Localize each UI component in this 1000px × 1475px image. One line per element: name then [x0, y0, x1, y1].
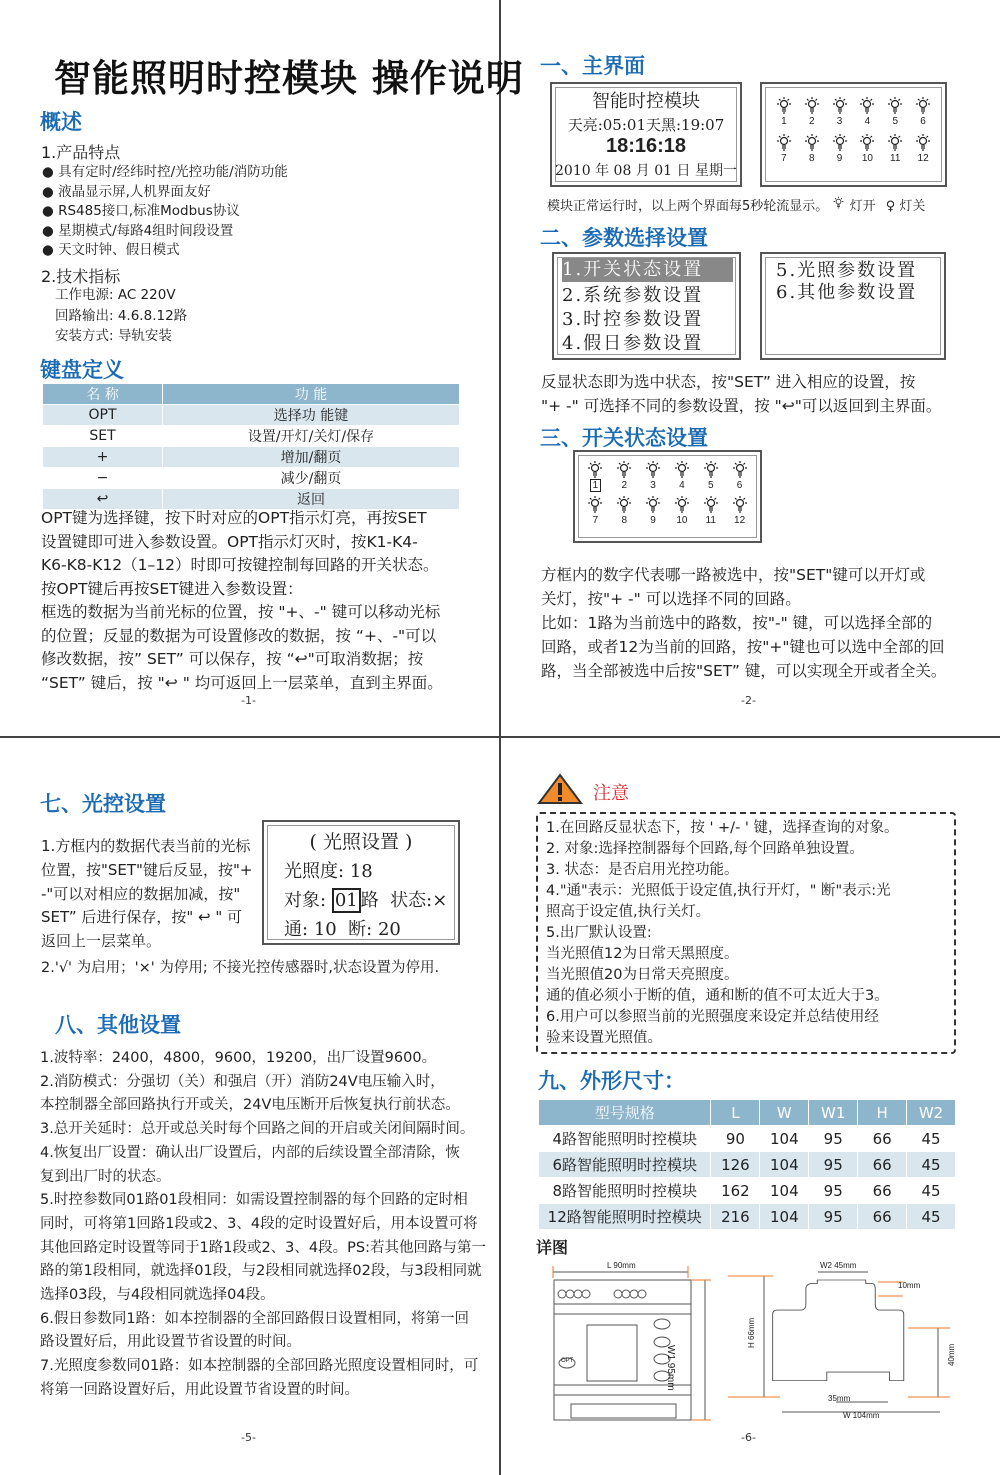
dim-table-cell: 104 — [760, 1126, 809, 1152]
dim-table-cell: 95 — [809, 1204, 858, 1230]
key-table-row — [43, 405, 460, 426]
channel-indicator — [909, 133, 937, 164]
menu-item: 4.假日参数设置 — [562, 333, 704, 354]
dim-table-cell: 126 — [711, 1152, 760, 1178]
channel-number: 8 — [808, 153, 815, 164]
bulb-on-icon — [826, 96, 854, 116]
channel-indicator — [610, 495, 639, 526]
dim-table-cell: 66 — [858, 1204, 907, 1230]
bulb-on-icon — [826, 133, 854, 153]
key-table-cell: 选择功 能键 — [163, 405, 460, 426]
spec-item: 回路输出: 4.6.8.12路 — [55, 307, 188, 324]
dimensions-table — [538, 1099, 956, 1230]
key-table-header: 功 能 — [163, 384, 460, 405]
feature-item — [42, 241, 288, 261]
channel-indicator — [798, 133, 826, 164]
main-screen-display — [550, 82, 742, 187]
menu-item: 1.开关状态设置 — [562, 258, 733, 282]
paragraph-line: 路，当全部被选中后按"SET” 键，可以实现全开或者全关。 — [541, 662, 947, 680]
bulb-off-icon: ♀ — [885, 199, 896, 214]
paragraph-line: 其他回路定时设置等同于1路1段或2、3、4段。PS:若其他回路与第一 — [40, 1239, 486, 1256]
paragraph-line: 方框内的数字代表哪一路被选中，按"SET"键可以开灯或 — [541, 566, 926, 584]
note-line: 1.在回路反显状态下，按 ' +/- ' 键，选择查询的对象。 — [546, 820, 899, 836]
key-table-cell: ↩ — [43, 489, 163, 510]
key-table-row — [43, 468, 460, 489]
features-heading: 1.产品特点 — [41, 143, 121, 162]
note-line: 5.出厂默认设置: — [546, 925, 652, 941]
legend-on-label: 灯开 — [849, 199, 876, 214]
paragraph-line: 返回上一层菜单。 — [41, 932, 162, 951]
switch-status-display — [573, 450, 762, 543]
paragraph-line: 设置键即可进入参数设置。OPT指示灯灭时，按K1-K4- — [41, 532, 418, 551]
off-threshold-value: 20 — [377, 919, 401, 940]
front-length-label: L 90mm — [607, 1261, 636, 1270]
dim-table-cell: 162 — [711, 1178, 760, 1204]
channel-number: 12 — [734, 515, 746, 526]
paragraph-line: 反显状态即为选中状态，按"SET” 进入相应的设置，按 — [541, 373, 916, 391]
specs-heading: 2.技术指标 — [41, 267, 121, 286]
channel-number: 9 — [836, 153, 843, 164]
channel-indicator — [696, 460, 725, 491]
menu-screen-left — [552, 252, 741, 360]
channel-number: 10 — [676, 515, 688, 526]
dim-table-cell: 45 — [907, 1126, 956, 1152]
key-table-cell: 返回 — [163, 489, 460, 510]
dim-table-cell: 4路智能照明时控模块 — [539, 1126, 711, 1152]
dim-table-cell: 95 — [809, 1152, 858, 1178]
channel-number: 3 — [836, 116, 843, 127]
feature-item — [42, 183, 288, 203]
dim-table-row — [539, 1178, 956, 1204]
bulb-on-icon — [668, 460, 697, 480]
bulb-on-icon — [725, 495, 754, 515]
bulb-on-icon — [881, 133, 909, 153]
feature-item — [42, 202, 288, 222]
dim-table-row — [539, 1126, 956, 1152]
bulb-on-icon — [639, 495, 668, 515]
paragraph-line: 同时，可将第1回路1段或2、3、4段的定时设置好后，用本设置可将 — [40, 1215, 478, 1232]
dim-table-row — [539, 1204, 956, 1230]
bulb-on-icon — [668, 495, 697, 515]
object-value-cursor: 01 — [332, 888, 361, 913]
paragraph-line: 3.总开关延时：总开或总关时每个回路之间的开启或关闭间隔时间。 — [40, 1121, 475, 1138]
channel-indicator — [770, 133, 798, 164]
dim-table-cell: 216 — [711, 1204, 760, 1230]
note-line: 当光照值20为日常天亮照度。 — [546, 967, 739, 983]
caption-text: 模块正常运行时，以上两个界面每5秒轮流显示。 — [547, 199, 829, 214]
bulb-on-icon — [581, 460, 610, 480]
paragraph-line: 的位置；反显的数据为可设置修改的数据，按 “+、-"可以 — [41, 626, 437, 645]
screen-date: 2010 年 08 月 01 日 星期一 — [555, 163, 737, 179]
spec-item: 安装方式: 导轨安装 — [55, 328, 172, 344]
paragraph-line: 选择03段，与4段相同就选择04段。 — [40, 1287, 275, 1304]
bulb-on-icon — [610, 495, 639, 515]
paragraph-line: 1.波特率：2400，4800，9600，19200，出厂设置9600。 — [40, 1050, 437, 1066]
light-settings-display — [262, 820, 460, 945]
bulb-on-icon — [639, 460, 668, 480]
channel-number: 5 — [707, 480, 714, 491]
paragraph-line: 6.假日参数同1路：如本控制器的全部回路假日设置相同，将第一回 — [40, 1310, 470, 1327]
channel-number: 7 — [781, 153, 787, 164]
list-item-text: 星期模式/每路4组时间段设置 — [58, 222, 234, 239]
paragraph-line: 关灯，按"+ -" 可以选择不同的回路。 — [541, 590, 801, 608]
on-threshold-value: 10 — [313, 919, 337, 940]
channel-number: 12 — [917, 153, 929, 164]
keys-heading: 键盘定义 — [40, 358, 124, 382]
side-top-width-label: W2 45mm — [820, 1261, 857, 1270]
feature-item — [42, 163, 288, 183]
channel-status-display — [760, 82, 947, 187]
light-note: 2.'√' 为启用；'×' 为停用; 不接光控传感器时,状态设置为停用. — [41, 960, 440, 976]
note-line: 通的值必须小于断的值，通和断的值不可太近大于3。 — [546, 988, 889, 1004]
bullet-icon: ● — [42, 222, 59, 239]
note-line: 4."通"表示：光照低于设定值,执行开灯，" 断"表示:光 — [546, 883, 891, 899]
bulb-on-icon — [854, 96, 882, 116]
dimensions-heading: 九、外形尺寸： — [538, 1069, 685, 1093]
side-top-depth-label: 10mm — [898, 1281, 921, 1290]
off-threshold-label: 断: — [348, 919, 373, 940]
channel-indicator — [881, 133, 909, 164]
channel-number: 11 — [890, 153, 901, 164]
warning-icon — [537, 773, 583, 805]
screen-sun-times: 天亮:05:01天黑:19:07 — [567, 116, 725, 134]
key-table-cell: + — [43, 447, 163, 468]
note-line: 6.用户可以参照当前的光照强度来设定并总结使用经 — [546, 1009, 879, 1025]
bulb-on-icon — [909, 96, 937, 116]
channel-indicator — [854, 133, 882, 164]
main-screen-caption — [547, 195, 925, 214]
list-item-text: RS485接口,标准Modbus协议 — [58, 203, 240, 219]
rail-width-label: 35mm — [828, 1394, 851, 1403]
paragraph-line: 框选的数据为当前光标的位置，按 "+、-" 键可以移动光标 — [41, 603, 441, 621]
feature-item — [42, 222, 288, 242]
channel-number: 1 — [781, 116, 787, 127]
dim-table-cell: 12路智能照明时控模块 — [539, 1204, 711, 1230]
channel-number: 2 — [808, 116, 815, 127]
paragraph-line: 按OPT键后再按SET键进入参数设置： — [41, 579, 303, 598]
channel-indicator — [826, 96, 854, 127]
paragraph-line: 路设置好后，用此设置节省设置的时间。 — [40, 1334, 301, 1351]
switch-heading: 三、开关状态设置 — [540, 426, 708, 450]
dim-table-header: L — [711, 1100, 760, 1126]
channel-indicator — [668, 495, 697, 526]
dim-table-cell: 95 — [809, 1126, 858, 1152]
dim-table-cell: 45 — [907, 1204, 956, 1230]
page-divider-horizontal — [0, 736, 1000, 738]
list-item-text: 液晶显示屏,人机界面友好 — [58, 183, 211, 200]
paragraph-line: 复到出厂时的状态。 — [40, 1168, 171, 1185]
other-settings-heading: 八、其他设置 — [55, 1013, 181, 1037]
light-screen-title: ( 光照设置 ) — [309, 831, 413, 853]
light-control-heading: 七、光控设置 — [40, 792, 166, 816]
object-unit: 路 — [360, 890, 379, 911]
channel-indicator — [826, 133, 854, 164]
paragraph-line: 2.消防模式：分强切（关）和强启（开）消防24V电压输入时， — [40, 1073, 445, 1090]
dim-table-header: W — [760, 1100, 809, 1126]
spec-item: 工作电源: AC 220V — [55, 287, 176, 303]
channel-number: 8 — [621, 515, 628, 526]
object-label: 对象: — [284, 890, 327, 911]
menu-item: 3.时控参数设置 — [562, 309, 704, 330]
channel-indicator — [639, 460, 668, 491]
bulb-on-icon — [770, 96, 798, 116]
bulb-on-icon — [725, 460, 754, 480]
dim-table-cell: 66 — [858, 1152, 907, 1178]
dim-table-cell: 8路智能照明时控模块 — [539, 1178, 711, 1204]
front-height-label: W1 95mm — [665, 1345, 676, 1391]
channel-indicator — [581, 495, 610, 526]
bulb-on-icon — [696, 460, 725, 480]
notes-box — [536, 812, 956, 1054]
menu-item: 2.系统参数设置 — [562, 285, 704, 306]
bulb-on-icon — [610, 460, 639, 480]
key-table-cell: 增加/翻页 — [163, 447, 460, 468]
key-table-cell: SET — [43, 426, 163, 447]
bulb-on-icon — [798, 133, 826, 153]
bulb-on-icon — [770, 133, 798, 153]
page-1-title: 智能照明时控模块 操作说明 — [54, 57, 524, 100]
side-width-label: W 104mm — [843, 1411, 880, 1420]
key-table-header: 名 称 — [43, 384, 163, 405]
dim-table-cell: 6路智能照明时控模块 — [539, 1152, 711, 1178]
channel-indicator — [881, 96, 909, 127]
note-line: 验来设置光照值。 — [546, 1030, 662, 1046]
paragraph-line: 路的第1段相同，就选择01段，与2段相同就选择02段，与3段相同就 — [40, 1263, 482, 1280]
key-table — [42, 383, 460, 510]
dim-table-cell: 90 — [711, 1126, 760, 1152]
screen-clock: 18:16:18 — [605, 135, 687, 157]
dim-table-cell: 45 — [907, 1152, 956, 1178]
dim-table-cell: 104 — [760, 1178, 809, 1204]
channel-number: 7 — [592, 515, 599, 526]
dim-table-cell: 66 — [858, 1178, 907, 1204]
front-opt-label: OPT — [561, 1358, 574, 1364]
bulb-on-icon — [909, 133, 937, 153]
menu-item: 6.其他参数设置 — [776, 282, 918, 303]
channel-indicator — [581, 460, 610, 491]
paragraph-line: -"可以对相应的数据加减，按" — [41, 884, 241, 903]
channel-indicator — [725, 460, 754, 491]
bulb-on-icon — [854, 133, 882, 153]
channel-indicator — [854, 96, 882, 127]
page-number: -5- — [241, 1431, 256, 1444]
param-heading: 二、参数选择设置 — [540, 226, 708, 250]
channel-number: 9 — [650, 515, 656, 526]
key-table-row — [43, 426, 460, 447]
paragraph-line: 4.恢复出厂设置：确认出厂设置后，内部的后续设置全部清除，恢 — [40, 1144, 460, 1161]
bulb-on-icon — [832, 199, 845, 214]
paragraph-line: 本控制器全部回路执行开或关，24V电压断开后恢复执行前状态。 — [40, 1097, 460, 1114]
channel-indicator — [798, 96, 826, 127]
dim-table-header: W2 — [907, 1100, 956, 1126]
channel-number: 6 — [736, 480, 743, 491]
main-screen-heading: 一、主界面 — [540, 54, 645, 78]
list-item-text: 天文时钟、假日模式 — [58, 242, 180, 258]
paragraph-line: K6-K8-K12（1–12）时即可按键控制每回路的开关状态。 — [41, 556, 439, 574]
channel-number: 6 — [920, 116, 926, 127]
note-line: 3. 状态：是否启用光控功能。 — [546, 862, 739, 878]
channel-indicator — [696, 495, 725, 526]
channel-indicator — [909, 96, 937, 127]
bullet-icon: ● — [42, 164, 59, 180]
bulb-on-icon — [798, 96, 826, 116]
detail-heading: 详图 — [536, 1238, 569, 1257]
bullet-icon: ● — [42, 203, 59, 219]
bullet-icon: ● — [42, 242, 59, 258]
front-view-drawing — [545, 1262, 715, 1422]
key-table-cell: 减少/翻页 — [163, 468, 460, 489]
channel-indicator — [610, 460, 639, 491]
page-number: -6- — [741, 1431, 756, 1444]
dim-table-cell: 45 — [907, 1178, 956, 1204]
paragraph-line: OPT键为选择键，按下时对应的OPT指示灯亮，再按SET — [41, 509, 427, 527]
channel-indicator — [639, 495, 668, 526]
channel-number: 4 — [864, 116, 871, 127]
channel-number: 11 — [705, 515, 716, 526]
dim-table-cell: 66 — [858, 1126, 907, 1152]
dim-table-cell: 104 — [760, 1152, 809, 1178]
side-height-label: H 66mm — [747, 1317, 756, 1348]
paragraph-line: “SET” 键后，按 "↩ " 均可返回上一层菜单，直到主界面。 — [41, 673, 443, 692]
state-value: × — [432, 890, 448, 911]
screen-title: 智能时控模块 — [592, 91, 700, 112]
dim-table-header: H — [858, 1100, 907, 1126]
lux-label: 光照度: — [284, 861, 345, 882]
bulb-on-icon — [881, 96, 909, 116]
dim-table-header: 型号规格 — [539, 1100, 711, 1126]
on-threshold-label: 通: — [284, 919, 309, 940]
dim-table-header: W1 — [809, 1100, 858, 1126]
channel-number: 2 — [621, 480, 628, 491]
menu-item: 5.光照参数设置 — [776, 260, 918, 281]
note-line: 照高于设定值,执行关灯。 — [546, 904, 711, 920]
key-table-cell: 设置/开灯/关灯/保存 — [163, 426, 460, 447]
paragraph-line: 5.时控参数同01路01段相同：如需设置控制器的每个回路的定时相 — [40, 1192, 468, 1209]
paragraph-line: 7.光照度参数同01路：如本控制器的全部回路光照度设置相同时，可 — [40, 1358, 479, 1375]
channel-number: 1 — [590, 479, 602, 492]
channel-indicator — [668, 460, 697, 491]
legend-off-label: 灯关 — [899, 199, 926, 214]
dim-table-cell: 95 — [809, 1178, 858, 1204]
key-table-row — [43, 447, 460, 468]
side-right-height-label: 40mm — [947, 1343, 956, 1366]
dim-table-row — [539, 1152, 956, 1178]
paragraph-line: 修改数据，按” SET” 可以保存，按 “↩"可取消数据；按 — [41, 650, 424, 668]
warning-label: 注意 — [593, 783, 629, 804]
dim-table-cell: 104 — [760, 1204, 809, 1230]
note-line: 2. 对象:选择控制器每个回路,每个回路单独设置。 — [546, 841, 864, 857]
channel-number: 4 — [679, 480, 685, 491]
menu-screen-right — [760, 252, 946, 360]
channel-number: 10 — [861, 153, 873, 164]
note-line: 当光照值12为日常天黑照度。 — [546, 946, 739, 962]
paragraph-line: "+ -" 可选择不同的参数设置，按 "↩"可以返回到主界面。 — [541, 397, 942, 415]
channel-indicator — [770, 96, 798, 127]
list-item-text: 具有定时/经纬时控/光控功能/消防功能 — [58, 164, 288, 180]
channel-number: 5 — [892, 116, 899, 127]
bulb-on-icon — [696, 495, 725, 515]
paragraph-line: SET” 后进行保存，按" ↩ " 可 — [41, 908, 243, 927]
page-number: -1- — [241, 694, 256, 707]
page-number: -2- — [741, 694, 756, 707]
paragraph-line: 1.方框内的数据代表当前的光标 — [41, 837, 251, 855]
paragraph-line: 位置，按"SET"键后反显，按"+ — [41, 860, 253, 879]
overview-heading: 概述 — [40, 110, 82, 134]
paragraph-line: 回路，或者12为当前的回路，按"+"键也可以选中全部的回 — [541, 638, 945, 656]
paragraph-line: 比如：1路为当前选中的路数，按"-" 键，可以选择全部的 — [541, 614, 933, 632]
lux-value: 18 — [349, 861, 373, 882]
channel-number: 3 — [650, 480, 656, 491]
paragraph-line: 将第一回路设置好后，用此设置节省设置的时间。 — [40, 1381, 359, 1398]
key-table-cell: OPT — [43, 405, 163, 426]
key-table-cell: − — [43, 468, 163, 489]
channel-indicator — [725, 495, 754, 526]
state-label: 状态: — [390, 890, 433, 911]
bullet-icon: ● — [42, 183, 59, 200]
bulb-on-icon — [581, 495, 610, 515]
